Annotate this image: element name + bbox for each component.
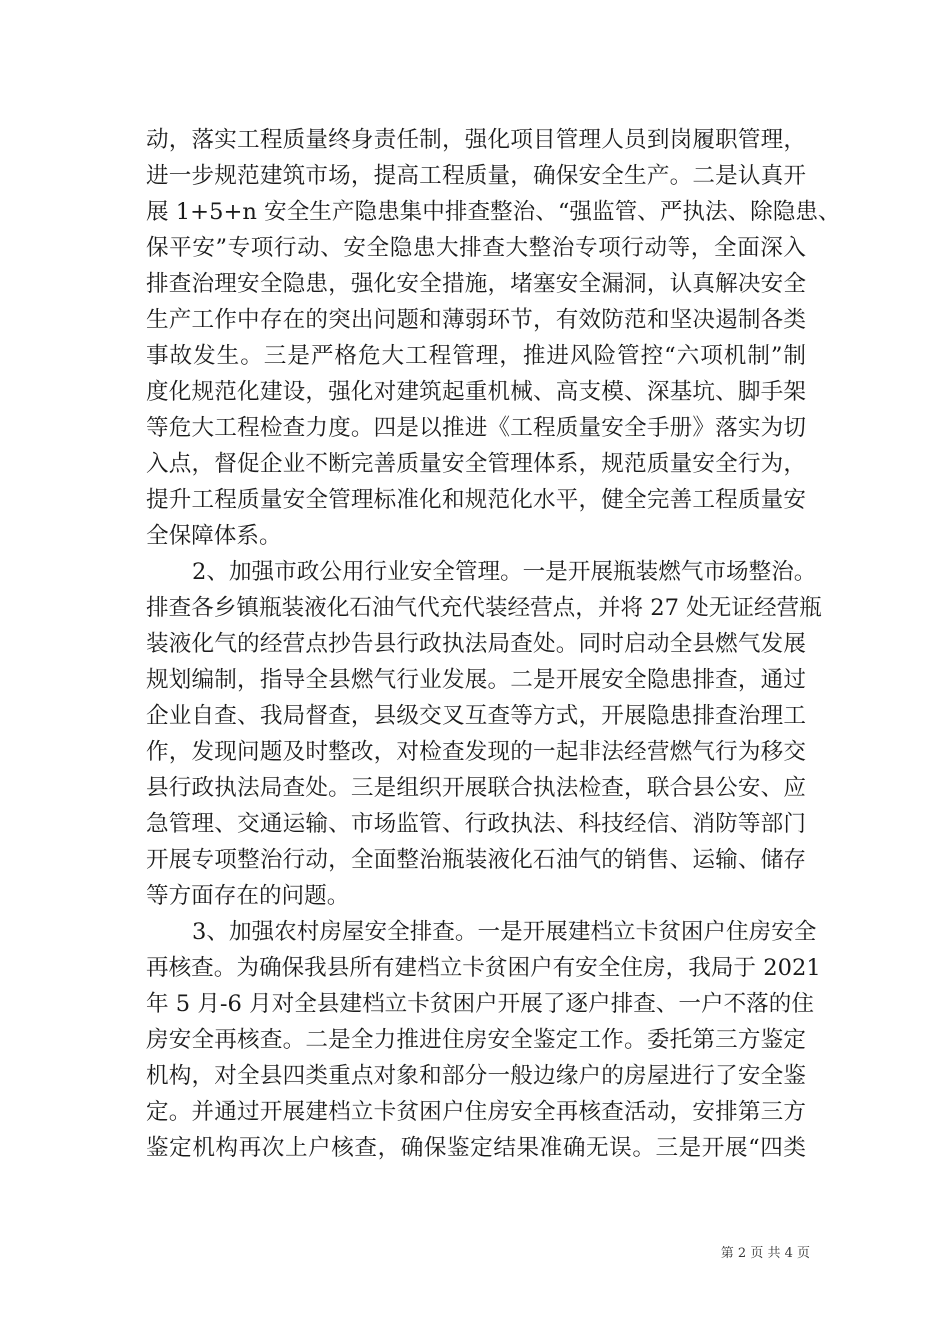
body-line: 定。并通过开展建档立卡贫困户住房安全再核查活动，安排第三方 (146, 1099, 806, 1125)
body-line: 动，落实工程质量终身责任制，强化项目管理人员到岗履职管理， (146, 127, 806, 153)
body-line: 排查各乡镇瓶装液化石油气代充代装经营点，并将 27 处无证经营瓶 (146, 595, 822, 621)
body-line: 度化规范化建设，强化对建筑起重机械、高支模、深基坑、脚手架 (146, 379, 806, 405)
body-line: 机构，对全县四类重点对象和部分一般边缘户的房屋进行了安全鉴 (146, 1063, 806, 1089)
body-line: 企业自查、我局督查，县级交叉互查等方式，开展隐患排查治理工 (146, 703, 806, 729)
body-line: 规划编制，指导全县燃气行业发展。二是开展安全隐患排查，通过 (146, 667, 806, 693)
body-line: 鉴定机构再次上户核查，确保鉴定结果准确无误。三是开展“四类 (146, 1135, 806, 1161)
body-line: 全保障体系。 (146, 523, 282, 549)
body-line: 等危大工程检查力度。四是以推进《工程质量安全手册》落实为切 (146, 415, 806, 441)
body-line: 生产工作中存在的突出问题和薄弱环节，有效防范和坚决遏制各类 (146, 307, 806, 333)
body-line: 提升工程质量安全管理标准化和规范化水平，健全完善工程质量安 (146, 487, 806, 513)
body-line: 等方面存在的问题。 (146, 883, 350, 909)
page-number-footer: 第 2 页 共 4 页 (720, 1246, 810, 1261)
body-line: 县行政执法局查处。三是组织开展联合执法检查，联合县公安、应 (146, 775, 806, 801)
body-line: 保平安”专项行动、安全隐患大排查大整治专项行动等，全面深入 (146, 235, 806, 261)
body-line: 展 1+5+n 安全生产隐患集中排查整治、“强监管、严执法、除隐患、 (146, 199, 841, 225)
body-line: 急管理、交通运输、市场监管、行政执法、科技经信、消防等部门 (146, 811, 806, 837)
body-line: 装液化气的经营点抄告县行政执法局查处。同时启动全县燃气发展 (146, 631, 806, 657)
body-line: 排查治理安全隐患，强化安全措施，堵塞安全漏洞，认真解决安全 (146, 271, 806, 297)
body-line: 再核查。为确保我县所有建档立卡贫困户有安全住房，我局于 2021 (146, 955, 821, 981)
body-line: 开展专项整治行动，全面整治瓶装液化石油气的销售、运输、储存 (146, 847, 806, 873)
body-line: 房安全再核查。二是全力推进住房安全鉴定工作。委托第三方鉴定 (146, 1027, 806, 1053)
paragraph-start-line: 2、加强市政公用行业安全管理。一是开展瓶装燃气市场整治。 (192, 559, 817, 585)
paragraph-start-line: 3、加强农村房屋安全排查。一是开展建档立卡贫困户住房安全 (192, 919, 817, 945)
body-line: 进一步规范建筑市场，提高工程质量，确保安全生产。二是认真开 (146, 163, 806, 189)
body-line: 作，发现问题及时整改，对检查发现的一起非法经营燃气行为移交 (146, 739, 806, 765)
body-line: 事故发生。三是严格危大工程管理，推进风险管控“六项机制”制 (146, 343, 806, 369)
body-line: 年 5 月-6 月对全县建档立卡贫困户开展了逐户排查、一户不落的住 (146, 991, 814, 1017)
body-line: 入点，督促企业不断完善质量安全管理体系，规范质量安全行为， (146, 451, 806, 477)
